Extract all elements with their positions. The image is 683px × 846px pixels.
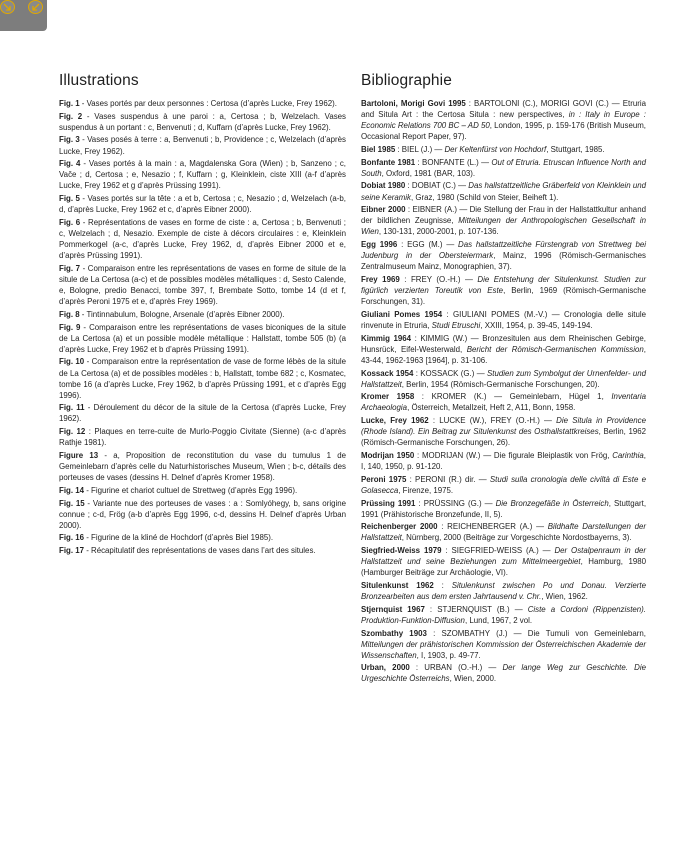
bibliography-entry (361, 98, 646, 142)
bibliography-column (361, 72, 646, 686)
figure-label: Fig. 12 (59, 427, 86, 437)
figure-label: Fig. 11 (59, 403, 85, 413)
figure-caption (59, 134, 346, 156)
reference-author: : URBAN (O.-H.) — (409, 663, 503, 673)
bibliography-heading: Bibliographie (361, 72, 452, 89)
reference-title: Cronologia delle situle rinvenute in Etruria, (361, 309, 646, 330)
reference-work: Carinthia (612, 450, 644, 460)
reference-work: Mitteilungen der Anthropologischen Gesellschaft in Wien (361, 216, 646, 237)
figure-caption (59, 322, 346, 355)
reference-details: , I, 140, 1950, p. 91-120. (361, 450, 646, 472)
reference-author: : KROMER (K.) — (414, 392, 510, 402)
reference-key: Frey 1969 (361, 274, 400, 284)
bibliography-entry (361, 662, 646, 684)
reference-details: , 130-131, 2000-2001, p. 107-136. (378, 227, 499, 237)
reference-details: , Nürnberg, 2000 (Beiträge zur Vorgeschichte Nordostbayerns, 3). (401, 533, 632, 543)
figure-text: - a, Proposition de reconstitution du vase du tumulus 1 de Gemeinlebarn d’après celle du Naturhistorisches Museum, Wien ; b-c, détails des porteuses de vases (dessins H. Delnef d’après Kromer 1958). (59, 450, 346, 483)
reference-key: Kimmig 1964 (361, 333, 412, 343)
figure-label: Fig. 10 (59, 357, 85, 367)
reference-author: : DOBIAT (C.) — (405, 181, 469, 191)
bibliography-entry (361, 450, 646, 472)
bibliography-entry (361, 545, 646, 578)
figure-text: - Vases portés par deux personnes : Certosa (d’après Lucke, Frey 1962). (79, 99, 337, 108)
reference-details: , XXIII, 1954, p. 39-45, 149-194. (480, 320, 593, 330)
reference-key: Egg 1996 (361, 240, 398, 250)
reference-key: Peroni 1975 (361, 474, 407, 484)
reference-details: , Hamburg, 1980 (Hamburger Beiträge zur Archäologie, VI). (361, 557, 646, 578)
reference-key: Bonfante 1981 (361, 157, 416, 167)
bibliography-entry (361, 498, 646, 520)
bibliography-entry (361, 274, 646, 307)
reference-work: Bildhafte Darstellungen der Hallstattzeit (361, 522, 647, 543)
reference-author: : GIULIANI POMES (M.-V.) — (442, 309, 565, 319)
reference-author: : PRÜSSING (G.) — (415, 498, 496, 508)
reference-key: Urban, 2000 (361, 663, 410, 673)
reference-author: : SIEGFRIED-WEISS (A.) — (441, 546, 555, 556)
reference-author: : FREY (O.-H.) — (399, 274, 478, 284)
reference-list (361, 98, 646, 685)
bibliography-entry (361, 239, 646, 272)
reference-work: Studien zum Symbolgut der Urnenfelder- und Hallstattzeit (361, 368, 646, 389)
figure-label: Fig. 16 (59, 533, 84, 543)
reference-author: : LUCKE (W.), FREY (O.-H.) — (428, 416, 557, 426)
reference-details: , 43-44, 1962-1963 [1964], p. 31-106. (361, 344, 646, 365)
reference-author: : EIBNER (A.) — (405, 205, 470, 215)
figure-caption (59, 485, 346, 496)
bibliography-entry (361, 580, 646, 602)
reference-work: Der lange Weg zur Geschichte. Die Urgeschichte Österreichs (361, 663, 646, 684)
figure-caption (59, 111, 346, 133)
figure-caption (59, 426, 346, 448)
reference-title: Die figurale Bleiplastik von Frög, (493, 450, 613, 460)
reference-title: Bronzesitulen aus dem Rheinischen Gebirge, Hunsrück, Eifel-Westerwald, (361, 333, 647, 354)
reference-author: : BIEL (J.) — (395, 144, 445, 154)
reference-key: Prüssing 1991 (361, 498, 416, 508)
reference-work: Das hallstattzeitliche Fürstengrab von Strettweg bei Judenburg in der Obersteiermark (361, 240, 646, 261)
figure-label: Fig. 9 (59, 322, 81, 332)
bibliography-entry (361, 474, 646, 496)
bibliography-entry (361, 204, 646, 237)
figure-text: - Vases suspendus à une paroi : a, Certosa ; b, Welzelach. Vases suspendus à un portant : c, Benvenuti ; d, Kuffarn (d’après Lucke, Frey 1962). (59, 111, 346, 132)
reference-details: , Oxford, 1981 (BAR, 103). (381, 168, 476, 178)
reference-work: Der Ostalpenraum in der Hallstattzeit und seine Beziehungen zum Mittelmeergebiet (361, 546, 646, 567)
reference-author: : BONFANTE (L.) — (415, 157, 492, 167)
reference-details: , Stuttgart, 1985. (546, 144, 605, 154)
reference-work: Ciste a Cordoni (Rippenzisten). Produktion-Funktion-Diffusion (361, 604, 646, 625)
arrow-down-right-icon[interactable] (0, 0, 15, 14)
reference-title: Etruria and Situla Art : the Certosa Situla : new perspectives, (361, 99, 646, 120)
figure-text: - Variante nue des porteuses de vases : a : Somlyóhegy, b, sans origine connue ; c-d, Frög (a-b d’après Egg 1996, c-d, dessins H. Delnef d’après Urban 2000). (59, 498, 346, 530)
reference-key: Szombathy 1903 (361, 628, 427, 638)
figure-caption (59, 158, 346, 191)
reference-key: Bartoloni, Morigi Govi 1995 (361, 99, 466, 108)
reference-details: , Mainz, 1996 (Römisch-Germanisches Zentralmuseum Mainz, Monographien, 37). (361, 251, 646, 272)
figure-caption (59, 263, 346, 307)
figure-label: Figure 13 (59, 450, 99, 460)
figure-caption (59, 193, 346, 215)
bibliography-entry (361, 333, 646, 366)
reference-author: : KOSSACK (G.) — (413, 368, 487, 378)
figure-label: Fig. 17 (59, 546, 84, 556)
reference-author: : PERONI (R.) dir. — (406, 474, 490, 484)
figure-label: Fig. 5 (59, 194, 80, 204)
reference-author: : SZOMBATHY (J.) — (426, 628, 528, 638)
illustrations-column (59, 72, 346, 558)
reference-details: , Stuttgart, 1991 (Prähistorische Bronzefunde, II, 5). (361, 498, 647, 519)
bibliography-entry (361, 144, 646, 155)
figure-caption (59, 545, 346, 556)
figure-text: - Représentations de vases en forme de ciste : a, Certosa ; b, Benvenuti ; c, Welzelach ; d, Nesazio. Exemple de ciste à décors circulaires : e, Kleinklein Pommerkogel (a-c, d’après Lucke, Frey 1962, d, d’après Eibner 2000 et e, d’après Prüssing 1991). (59, 217, 347, 261)
figure-label: Fig. 2 (59, 111, 83, 121)
figure-caption (59, 217, 346, 261)
reference-details: , Österreich, Metallzeit, Heft 2, A11, Bonn, 1958. (407, 403, 576, 413)
figure-label: Fig. 15 (59, 498, 85, 508)
reference-key: Kromer 1958 (361, 392, 415, 402)
bibliography-entry (361, 309, 646, 331)
reference-author: : STJERNQUIST (B.) — (424, 604, 528, 614)
reference-work: Die Bronzegefäße in Österreich (495, 498, 609, 508)
figure-caption (59, 532, 346, 543)
reference-details: , Firenze, 1975. (398, 485, 454, 495)
reference-key: Stjernquist 1967 (361, 604, 425, 614)
reference-work: Das hallstattzeitliche Gräberfeld von Kleinklein und seine Keramik (361, 181, 646, 202)
reference-title: Die Stellung der Frau in der Hallstattkultur anhand der bildlichen Zeugnisse, (361, 205, 646, 226)
bibliography-entry (361, 521, 646, 543)
reference-work: Situlenkunst zwischen Po und Donau. Verzierte Bronzearbeiten aus dem ersten Jahrtausend v. Chr. (361, 580, 646, 602)
figure-text: - Vases portés sur la tête : a et b, Certosa ; c, Nesazio ; d, Welzelach (a-b, d, d’après Lucke, Frey 1962 et c, d’après Eibner 2000). (59, 194, 346, 215)
reference-key: Biel 1985 (361, 144, 396, 154)
reference-author: : KIMMIG (W.) — (411, 333, 483, 343)
reference-work: Der Keltenfürst von Hochdorf (444, 144, 547, 154)
reference-work: Die Entstehung der Situlenkunst. Studien zur figürlich verzierten Toreutik von Este (361, 274, 646, 296)
bibliography-entry (361, 157, 646, 179)
reference-details: , Berlin, 1962 (Römisch-Germanische Forschungen, 26). (361, 427, 646, 448)
figure-text: - Figurine de la kliné de Hochdorf (d’après Biel 1985). (84, 533, 274, 543)
figure-list (59, 98, 346, 556)
figure-caption (59, 356, 346, 400)
reference-key: Eibner 2000 (361, 205, 406, 215)
reference-author: : REICHENBERGER (A.) — (437, 522, 548, 532)
reference-details: , Lund, 1967, 2 vol. (464, 615, 533, 625)
figure-label: Fig. 4 (59, 159, 81, 169)
bibliography-entry (361, 415, 646, 448)
reference-work: Die Situla in Providence (Rhode Island). Ein Beitrag zur Situlenkunst des Osthallstattkreises (361, 416, 646, 437)
reference-title: Die Tumuli von Gemeinlebarn, (527, 628, 646, 638)
reference-work: in : Italy in Europe : Economic Relations 700 BC – AD 50 (361, 110, 646, 131)
reference-details: , Wien, 2000. (449, 674, 497, 684)
figure-caption (59, 450, 346, 483)
figure-caption (59, 309, 346, 320)
reference-details: , Berlin, 1969 (Römisch-Germanische Forschungen, 31). (361, 286, 646, 307)
figure-caption (59, 498, 346, 531)
corner-tab (0, 0, 47, 31)
figure-text: : Plaques en terre-cuite de Murlo-Poggio Civitate (Sienne) (a-c d’après Rathje 1981). (59, 427, 346, 448)
reference-title: Gemeinlebarn, Hügel 1, (509, 392, 612, 402)
figure-label: Fig. 6 (59, 217, 81, 227)
figure-label: Fig. 8 (59, 309, 80, 319)
bibliography-entry (361, 628, 646, 661)
reference-work: Bericht der Römisch-Germanischen Kommission (466, 344, 644, 354)
reference-key: Lucke, Frey 1962 (361, 416, 429, 426)
reference-work: Studi sulla cronologia delle civiltà di Este e Golasecca (361, 474, 646, 495)
reference-details: , Berlin, 1954 (Römisch-Germanische Forschungen, 20). (401, 379, 600, 389)
figure-label: Fig. 14 (59, 485, 84, 495)
figure-label: Fig. 7 (59, 263, 80, 273)
reference-key: Situlenkunst 1962 (361, 580, 434, 590)
figure-text: - Figurine et chariot cultuel de Strettweg (d’après Egg 1996). (84, 485, 298, 495)
figure-text: - Comparaison entre les représentations de vases biconiques de la situle de La Certosa (a) et un possible modèle métallique : Hallstatt, tombe 505 (b) (a d’après Lucke, Frey 1962 et b d’après Prüssing 1991). (59, 322, 346, 354)
reference-details: , I, 1903, p. 49-77. (416, 650, 481, 660)
figure-text: - Comparaison entre la représentation de vase de forme lébès de la situle de La Certosa (a) et de possibles modèles : b, Hallstatt, tombe 682 ; c, Kosmatec, tombe 16 (a d’après Lucke, Frey 1962, b d’après Prüssing 1991, et c d’après Egg 1996). (59, 357, 346, 400)
bibliography-entry (361, 604, 646, 626)
reference-details: , Graz, 1980 (Schild von Steier, Beiheft 1). (411, 192, 559, 202)
figure-text: - Déroulement du décor de la situle de la Certosa (d’après Lucke, Frey 1962). (59, 403, 346, 424)
reference-author: : MODRIJAN (W.) — (414, 450, 494, 460)
reference-work: Mitteilungen der prähistorischen Kommission der Österreichischen Akademie der Wissenschaften (361, 639, 646, 660)
reference-author: : (433, 580, 452, 590)
figure-caption (59, 402, 346, 424)
bibliography-entry (361, 368, 646, 390)
reference-key: Giuliani Pomes 1954 (361, 309, 443, 319)
reference-key: Kossack 1954 (361, 368, 414, 378)
arrow-down-left-icon[interactable] (28, 0, 43, 14)
figure-text: - Comparaison entre les représentations de vases en forme de situle de la situle de La Certosa (a-c) et de possibles modèles métalliques : d, Sesto Calende, e, Bologne, predio Benacci, tombe 397, f, Brembate Sotto, tombe 14 (d et f, d’après Peroni 1975 et e, d’après Frey 1969). (59, 263, 346, 307)
reference-author: : EGG (M.) — (397, 240, 459, 250)
figure-text: - Tintinnabulum, Bologne, Arsenale (d’après Eibner 2000). (79, 309, 285, 319)
bibliography-entry (361, 391, 646, 413)
reference-details: , London, 1995, p. 159-176 (British Museum, Occasional Report Paper, 97). (361, 121, 646, 142)
reference-work: Inventaria Archaeologia (361, 392, 647, 413)
reference-author: : BARTOLONI (C.), MORIGI GOVI (C.) — (465, 99, 623, 108)
reference-work: Studi Etruschi (431, 320, 481, 330)
reference-key: Reichenberger 2000 (361, 522, 438, 532)
reference-work: Out of Etruria. Etruscan Influence North and South (361, 157, 646, 178)
illustrations-heading: Illustrations (59, 72, 139, 89)
figure-caption (59, 98, 346, 109)
reference-key: Modrijan 1950 (361, 450, 415, 460)
figure-text: - Vases portés à la main : a, Magdalenska Gora (Wien) ; b, Sanzeno ; c, Vače ; d, Certosa ; e, Nesazio ; f, Kuffarn ; g, Kleinklein, ciste XIII (a-f d’après Lucke, Frey 1962 et g d’après Prüssing 1991). (59, 159, 346, 191)
figure-text: - Récapitulatif des représentations de vases dans l’art des situles. (84, 546, 316, 556)
figure-text: - Vases posés à terre : a, Benvenuti ; b, Providence ; c, Welzelach (d’après Lucke, Frey 1962). (59, 135, 346, 156)
reference-key: Siegfried-Weiss 1979 (361, 546, 442, 556)
reference-details: , Wien, 1962. (541, 592, 588, 602)
bibliography-entry (361, 180, 646, 202)
reference-key: Dobiat 1980 (361, 181, 406, 191)
figure-label: Fig. 3 (59, 135, 80, 145)
figure-label: Fig. 1 (59, 99, 80, 108)
